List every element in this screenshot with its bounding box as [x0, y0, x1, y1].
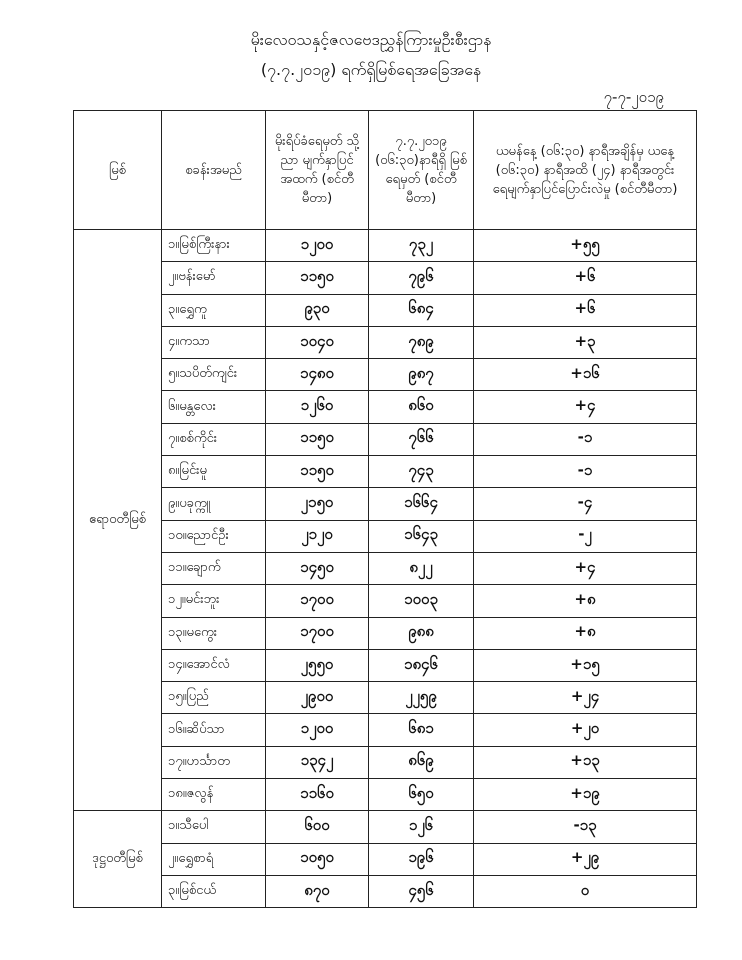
danger-level-cell: ၁၁၅၀ — [266, 423, 369, 455]
level-change-cell: +၄ — [474, 552, 697, 584]
station-name-cell: ၁၂။မင်းဘူး — [162, 585, 266, 617]
danger-level-cell: ၁၃၄၂ — [266, 746, 369, 778]
table-row — [74, 811, 697, 843]
level-change-cell: +၆ — [474, 294, 697, 326]
water-level-cell: ၆၈၄ — [369, 294, 474, 326]
table-row — [74, 875, 697, 907]
river-name-cell: ဒုဋ္ဌဝတီမြစ် — [74, 811, 162, 908]
water-level-cell: ၁၂၆ — [369, 811, 474, 843]
danger-level-cell: ၈၇၀ — [266, 875, 369, 907]
table-row — [74, 230, 697, 262]
danger-level-cell: ၁၂၆၀ — [266, 391, 369, 423]
danger-level-cell: ၁၂၀၀ — [266, 714, 369, 746]
station-name-cell: ၂။ရွှေစာရံ — [162, 843, 266, 875]
level-change-cell: +၈ — [474, 585, 697, 617]
table-row — [74, 488, 697, 520]
station-name-cell: ၄။ကသာ — [162, 326, 266, 358]
level-change-cell: +၂၉ — [474, 843, 697, 875]
table-row — [74, 262, 697, 294]
table-row — [74, 423, 697, 455]
agency-title: မိုးလေဝသနှင့်ဇလဗေဒညွှန်ကြားမှုဦးစီးဌာန — [250, 30, 492, 49]
water-level-cell: ၇၄၃ — [369, 456, 474, 488]
table-row — [74, 326, 697, 358]
water-level-cell: ၆၈၁ — [369, 714, 474, 746]
station-name-cell: ၇။စစ်ကိုင်း — [162, 423, 266, 455]
col-header-river: မြစ် — [74, 111, 162, 230]
danger-level-cell: ၉၃၀ — [266, 294, 369, 326]
danger-level-cell: ၁၀၄၀ — [266, 326, 369, 358]
table-row — [74, 359, 697, 391]
water-level-cell: ၁၆၄၃ — [369, 520, 474, 552]
danger-level-cell: ၂၅၅၀ — [266, 649, 369, 681]
level-change-cell: ၀ — [474, 875, 697, 907]
level-change-cell: +၁၃ — [474, 746, 697, 778]
danger-level-cell: ၁၇၀၀ — [266, 617, 369, 649]
table-row — [74, 714, 697, 746]
danger-level-cell: ၁၁၅၀ — [266, 262, 369, 294]
level-change-cell: +၁၅ — [474, 649, 697, 681]
water-level-cell: ၇၃၂ — [369, 230, 474, 262]
level-change-cell: -၁ — [474, 423, 697, 455]
station-name-cell: ၉။ပခုက္ကူ — [162, 488, 266, 520]
station-name-cell: ၃။ရွှေကူ — [162, 294, 266, 326]
level-change-cell: +၅၅ — [474, 230, 697, 262]
level-change-cell: +၆ — [474, 262, 697, 294]
water-level-cell: ၁၉၆ — [369, 843, 474, 875]
col-header-change: ယမန်နေ့ (၀၆:၃၀) နာရီအချိန်မှ ယနေ့ (၀၆:၃၀) နာရီအထိ (၂၄) နာရီအတွင်း ရေမျက်နှာပြင်ပြောင်းလဲမှု (စင်တီမီတာ) — [474, 111, 697, 230]
water-level-cell: ၉၈၈ — [369, 617, 474, 649]
water-level-cell: ၇၉၆ — [369, 262, 474, 294]
water-level-cell: ၁၈၄၆ — [369, 649, 474, 681]
danger-level-cell: ၁၇၀၀ — [266, 585, 369, 617]
station-name-cell: ၁၅။ပြည် — [162, 682, 266, 714]
header-row — [74, 111, 697, 230]
water-level-cell: ၈၂၂ — [369, 552, 474, 584]
danger-level-cell: ၁၄၈၀ — [266, 359, 369, 391]
water-level-cell: ၈၆၉ — [369, 746, 474, 778]
danger-level-cell: ၁၁၅၀ — [266, 456, 369, 488]
water-level-cell: ၆၅၀ — [369, 779, 474, 811]
level-change-cell: -၄ — [474, 488, 697, 520]
table-row — [74, 391, 697, 423]
water-level-cell: ၁၆၆၄ — [369, 488, 474, 520]
table-row — [74, 520, 697, 552]
river-level-table — [73, 110, 697, 908]
danger-level-cell: ၂၁၅၀ — [266, 488, 369, 520]
danger-level-cell: ၁၁၆၀ — [266, 779, 369, 811]
station-name-cell: ၁၄။အောင်လံ — [162, 649, 266, 681]
level-change-cell: -၂ — [474, 520, 697, 552]
table-row — [74, 649, 697, 681]
col-header-station: စခန်းအမည် — [162, 111, 266, 230]
col-header-water-level: ၇.၇.၂၀၁၉ (၀၆:၃၀)နာရီရှိ မြစ်ရေမှတ် (စင်တီမီတာ) — [369, 111, 474, 230]
station-name-cell: ၁၆။ဆိပ်သာ — [162, 714, 266, 746]
station-name-cell: ၈။မြင်းမူ — [162, 456, 266, 488]
station-name-cell: ၅။သပိတ်ကျင်း — [162, 359, 266, 391]
table-row — [74, 585, 697, 617]
report-title: (၇.၇.၂၀၁၉) ရက်ရှိမြစ်ရေအခြေအနေ — [260, 60, 482, 79]
table-row — [74, 552, 697, 584]
level-change-cell: +၁၉ — [474, 779, 697, 811]
table-row — [74, 779, 697, 811]
col-header-danger-level: မိုးရိပ်ခံရေမှတ် သို့ ညာ မျက်နှာပြင် အထက် (စင်တီမီတာ) — [266, 111, 369, 230]
station-name-cell: ၁၃။မကွေး — [162, 617, 266, 649]
station-name-cell: ၁၁။ချောက် — [162, 552, 266, 584]
water-level-cell: ၂၂၅၉ — [369, 682, 474, 714]
level-change-cell: -၁၃ — [474, 811, 697, 843]
station-name-cell: ၁၈။ဇလွန် — [162, 779, 266, 811]
danger-level-cell: ၁၂၀၀ — [266, 230, 369, 262]
station-name-cell: ၁၇။ဟင်္သာတ — [162, 746, 266, 778]
level-change-cell: +၂၀ — [474, 714, 697, 746]
table-body — [74, 230, 697, 908]
level-change-cell: -၁ — [474, 456, 697, 488]
danger-level-cell: ၂၁၂၀ — [266, 520, 369, 552]
table-row — [74, 456, 697, 488]
table-row — [74, 617, 697, 649]
station-name-cell: ၁။မြစ်ကြီးနား — [162, 230, 266, 262]
station-name-cell: ၂။ဗန်းမော် — [162, 262, 266, 294]
danger-level-cell: ၆၀၀ — [266, 811, 369, 843]
station-name-cell: ၆။မန္တလေး — [162, 391, 266, 423]
water-level-cell: ၄၅၆ — [369, 875, 474, 907]
water-level-cell: ၇၆၆ — [369, 423, 474, 455]
table-row — [74, 843, 697, 875]
table-row — [74, 746, 697, 778]
danger-level-cell: ၁၄၅၀ — [266, 552, 369, 584]
river-name-cell: ဧရာဝတီမြစ် — [74, 230, 162, 811]
level-change-cell: +၁၆ — [474, 359, 697, 391]
station-name-cell: ၁၀။ညောင်ဦး — [162, 520, 266, 552]
table-row — [74, 682, 697, 714]
station-name-cell: ၃။မြစ်ငယ် — [162, 875, 266, 907]
level-change-cell: +၂၄ — [474, 682, 697, 714]
level-change-cell: +၃ — [474, 326, 697, 358]
report-date: ၇-၇-၂၀၁၉ — [603, 88, 664, 106]
water-level-cell: ၉၈၇ — [369, 359, 474, 391]
danger-level-cell: ၁၀၅၀ — [266, 843, 369, 875]
water-level-cell: ၁၀၀၃ — [369, 585, 474, 617]
water-level-cell: ၈၆၀ — [369, 391, 474, 423]
level-change-cell: +၄ — [474, 391, 697, 423]
water-level-cell: ၇၈၉ — [369, 326, 474, 358]
danger-level-cell: ၂၉၀၀ — [266, 682, 369, 714]
level-change-cell: +၈ — [474, 617, 697, 649]
table-row — [74, 294, 697, 326]
station-name-cell: ၁။သီပေါ — [162, 811, 266, 843]
